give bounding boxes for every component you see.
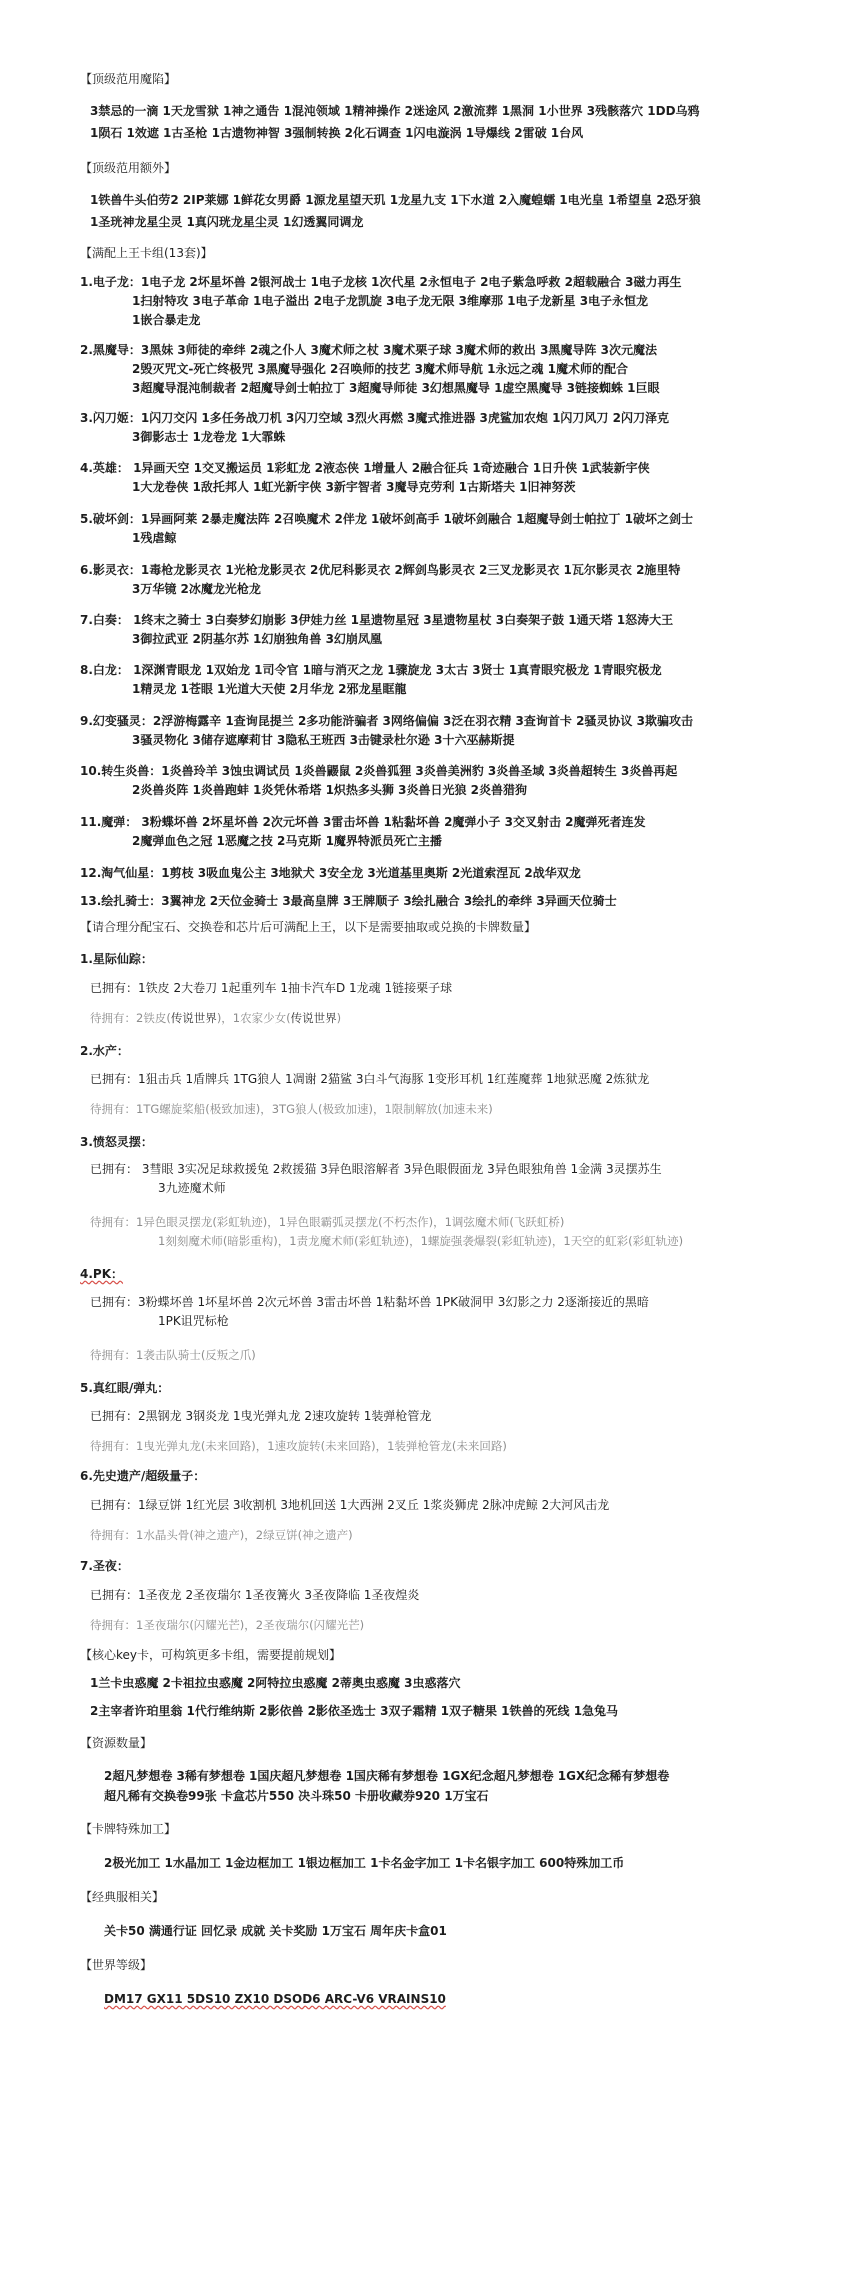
collection-3-title: 3.愤怒灵摆： — [80, 1135, 153, 1149]
collection-7-owned: 已拥有：1圣夜龙 2圣夜瑞尔 1圣夜篝火 3圣夜降临 1圣夜煌炎 — [90, 1588, 420, 1602]
deck-11-line-2: 2魔弹血色之冠 1恶魔之技 2马克斯 1魔界特派员死亡主播 — [132, 834, 442, 848]
deck-4-line-2: 1大龙卷侠 1敌托邦人 1虹光新宇侠 3新宇智者 3魔导克劳利 1古斯塔夫 1旧神努茨 — [132, 480, 576, 494]
deck-10-line-1: 10.转生炎兽：1炎兽玲羊 3蚀虫调试员 1炎兽鼹鼠 2炎兽狐狸 3炎兽美洲豹 3炎兽圣域 3炎兽超转生 3炎兽再起 — [80, 764, 678, 778]
collection-5-title: 5.真红眼/弹丸： — [80, 1381, 170, 1395]
section-title-world-level: 【世界等级】 — [80, 1958, 153, 1972]
deck-2-line-2: 2毁灭咒文-死亡终极咒 3黑魔导强化 2召唤师的技艺 3魔术师导航 1永远之魂 1魔术师的配合 — [132, 362, 628, 376]
collection-7-title: 7.圣夜： — [80, 1559, 129, 1573]
collection-4-pending: 待拥有：1袭击队骑士(反叛之爪) — [90, 1348, 256, 1362]
collection-6-owned: 已拥有：1绿豆饼 1红光层 3收割机 3地机回送 1大西洲 2叉丘 1浆炎狮虎 2脉冲虎鲸 2大河风击龙 — [90, 1498, 610, 1512]
deck-8-line-1: 8.白龙： 1深渊青眼龙 1双始龙 1司令官 1暗与消灭之龙 1骤旋龙 3太古 3贤士 1真青眼究极龙 1青眼究极龙 — [80, 663, 662, 677]
deck-5-line-2: 1残虐鲸 — [132, 531, 177, 545]
resources-line-2: 超凡稀有交换卷99张 卡盒芯片550 决斗珠50 卡册收藏券920 1万宝石 — [104, 1789, 489, 1803]
deck-1-line-3: 1嵌合暴走龙 — [132, 313, 201, 327]
collection-4-title: 4.PK： — [80, 1267, 124, 1281]
top-extra-line-1: 1铁兽牛头伯劳2 2IP莱娜 1鲜花女男爵 1源龙星望天玑 1龙星九支 1下水道 2入魔蝗蠕 1电光皇 1希望皇 2恐牙狼 — [90, 193, 701, 207]
section-title-acquire: 【请合理分配宝石、交换卷和芯片后可满配上王，以下是需要抽取或兑换的卡牌数量】 — [80, 920, 537, 934]
collection-1-pending — [90, 1009, 341, 1027]
key-cards-line-2: 2主宰者许珀里翁 1代行维纳斯 2影依兽 2影依圣选士 3双子霜精 1双子糖果 1铁兽的死线 1急兔马 — [90, 1704, 619, 1718]
top-extra-line-2: 1圣珖神龙星尘灵 1真闪珖龙星尘灵 1幻透翼同调龙 — [90, 215, 364, 229]
section-title-top-spells: 【顶级范用魔陷】 — [80, 72, 177, 86]
deck-11-line-1: 11.魔弹： 3粉蝶坏兽 2坏星坏兽 2次元坏兽 3雷击坏兽 1粘黏坏兽 2魔弹小子 3交叉射击 2魔弹死者连发 — [80, 815, 646, 829]
collection-2-pending: 待拥有：1TG螺旋桨船(极致加速)，3TG狼人(极致加速)，1限制解放(加速未来) — [90, 1102, 493, 1116]
collection-1-pending-part: ) — [336, 1011, 342, 1025]
resources-line-1: 2超凡梦想卷 3稀有梦想卷 1国庆超凡梦想卷 1国庆稀有梦想卷 1GX纪念超凡梦想卷 1GX纪念稀有梦想卷 — [104, 1769, 670, 1783]
collection-3-pending-2: 1刻刻魔术师(暗影重构)，1责龙魔术师(彩虹轨迹)，1螺旋强袭爆裂(彩虹轨迹)，1天空的虹彩(彩虹轨迹) — [158, 1234, 684, 1248]
collection-2-title: 2.水产： — [80, 1044, 129, 1058]
deck-6-line-2: 3万华镜 2冰魔龙光枪龙 — [132, 582, 261, 596]
section-title-decks: 【满配上王卡组(13套)】 — [80, 246, 213, 260]
deck-7-line-1: 7.白奏： 1终末之骑士 3白奏梦幻崩影 3伊娃力丝 1星遗物星冠 3星遗物星杖 3白奏架子鼓 1通天塔 1怒涛大王 — [80, 613, 674, 627]
section-title-top-extra: 【顶级范用额外】 — [80, 161, 177, 175]
deck-9-line-1: 9.幻变骚灵：2浮游梅露辛 1查询昆提兰 2多功能浒骗者 3网络偏偏 3泛在羽衣精 3查询首卡 2骚灵协议 3欺骗攻击 — [80, 714, 693, 728]
deck-4-line-1: 4.英雄： 1异画天空 1交叉搬运员 1彩虹龙 2液态侠 1增量人 2融合征兵 1奇迹融合 1日升侠 1武装新宇侠 — [80, 461, 650, 475]
collection-3-pending-1: 待拥有：1异色眼灵摆龙(彩虹轨迹)，1异色眼霸弧灵摆龙(不朽杰作)，1调弦魔术师(飞跃虹桥) — [90, 1215, 565, 1229]
collection-1-pending-part: )，1农家少女( — [216, 1011, 291, 1025]
deck-5-line-1: 5.破坏剑：1异画阿莱 2暴走魔法阵 2召唤魔术 2伴龙 1破坏剑高手 1破坏剑融合 1超魔导剑士帕拉丁 1破坏之剑士 — [80, 512, 693, 526]
collection-5-pending: 待拥有：1曳光弹丸龙(未来回路)，1速攻旋转(未来回路)，1装弹枪管龙(未来回路) — [90, 1439, 507, 1453]
section-title-key-cards: 【核心key卡，可构筑更多卡组，需要提前规划】 — [80, 1648, 342, 1662]
deck-2-line-3: 3超魔导混沌制裁者 2超魔导剑士帕拉丁 3超魔导师徒 3幻想黑魔导 1虚空黑魔导 3链接蜘蛛 1巨眼 — [132, 381, 660, 395]
special-processing-line: 2极光加工 1水晶加工 1金边框加工 1银边框加工 1卡名金字加工 1卡名银字加工 600特殊加工币 — [104, 1856, 625, 1870]
deck-2-line-1: 2.黑魔导：3黑妹 3师徒的牵绊 2魂之仆人 3魔术师之杖 3魔术栗子球 3魔术师的救出 3黑魔导阵 3次元魔法 — [80, 343, 657, 357]
collection-3-owned-1: 已拥有： 3彗眼 3实况足球救援兔 2救援猫 3异色眼溶解者 3异色眼假面龙 3异色眼独角兽 1金满 3灵摆苏生 — [90, 1162, 662, 1176]
top-spells-line-2: 1陨石 1效遮 1古圣枪 1古遗物神智 3强制转换 2化石调查 1闪电漩涡 1导爆线 2雷破 1台风 — [90, 126, 584, 140]
collection-1-owned: 已拥有：1铁皮 2大卷刀 1起重列车 1抽卡汽车D 1龙魂 1链接栗子球 — [90, 981, 453, 995]
collection-1-pending-source: 传说世界 — [290, 1011, 337, 1025]
collection-4-owned-2: 1PK诅咒标枪 — [158, 1314, 229, 1328]
deck-12-line: 12.淘气仙星：1剪枝 3吸血鬼公主 3地狱犬 3安全龙 3光道基里奥斯 2光道索涅瓦 2战华双龙 — [80, 866, 581, 880]
key-cards-line-1: 1兰卡虫惑魔 2卡祖拉虫惑魔 2阿特拉虫惑魔 2蒂奥虫惑魔 3虫惑落穴 — [90, 1676, 461, 1690]
collection-7-pending: 待拥有：1圣夜瑞尔(闪耀光芒)，2圣夜瑞尔(闪耀光芒) — [90, 1618, 365, 1632]
section-title-special-processing: 【卡牌特殊加工】 — [80, 1822, 177, 1836]
collection-3-owned-2: 3九迹魔术师 — [158, 1181, 226, 1195]
section-title-classic-server: 【经典服相关】 — [80, 1890, 165, 1904]
collection-1-pending-part: 待拥有：2铁皮( — [90, 1011, 171, 1025]
deck-1-line-1: 1.电子龙：1电子龙 2坏星坏兽 2银河战士 1电子龙核 1次代星 2永恒电子 2电子紫急呼救 2超载融合 3磁力再生 — [80, 275, 682, 289]
world-level-line: DM17 GX11 5DS10 ZX10 DSOD6 ARC-V6 VRAINS10 — [104, 1992, 446, 2006]
deck-10-line-2: 2炎兽炎阵 1炎兽跑蚌 1炎凭休希塔 1炽热多头狮 3炎兽日光狼 2炎兽猎狗 — [132, 783, 527, 797]
deck-3-line-2: 3御影志士 1龙卷龙 1大霏蛛 — [132, 430, 286, 444]
collection-2-owned: 已拥有：1狙击兵 1盾牌兵 1TG狼人 1凋谢 2猫鲨 3白斗气海豚 1变形耳机 1红莲魔葬 1地狱恶魔 2炼狱龙 — [90, 1072, 650, 1086]
deck-13-line: 13.绘扎骑士：3翼神龙 2天位金骑士 3最高皇牌 3王牌顺子 3绘扎融合 3绘扎的牵绊 3异画天位骑士 — [80, 894, 617, 908]
deck-6-line-1: 6.影灵衣：1毒枪龙影灵衣 1光枪龙影灵衣 2优尼科影灵衣 2辉剑鸟影灵衣 2三叉龙影灵衣 1瓦尔影灵衣 2施里特 — [80, 563, 681, 577]
collection-6-title: 6.先史遗产/超级量子： — [80, 1469, 206, 1483]
deck-8-line-2: 1精灵龙 1苍眼 1光道大天使 2月华龙 2邪龙星眶龍 — [132, 682, 407, 696]
classic-server-line: 关卡50 满通行证 回忆录 成就 关卡奖励 1万宝石 周年庆卡盒01 — [104, 1924, 447, 1938]
collection-1-title: 1.星际仙踪： — [80, 952, 153, 966]
deck-7-line-2: 3御拉武亚 2阴基尔苏 1幻崩独角兽 3幻崩凤凰 — [132, 632, 382, 646]
collection-6-pending: 待拥有：1水晶头骨(神之遗产)，2绿豆饼(神之遗产) — [90, 1528, 353, 1542]
top-spells-line-1: 3禁忌的一滴 1天龙雪狱 1神之通告 1混沌领域 1精神操作 2迷途风 2激流葬 1黑洞 1小世界 3残骸落穴 1DD乌鸦 — [90, 104, 700, 118]
deck-9-line-2: 3骚灵物化 3储存遮摩莉甘 3隐私王班西 3击键录杜尔逊 3十六巫赫斯提 — [132, 733, 515, 747]
collection-5-owned: 已拥有：2黑钢龙 3钢炎龙 1曳光弹丸龙 2速攻旋转 1装弹枪管龙 — [90, 1409, 432, 1423]
collection-4-owned-1: 已拥有：3粉蝶坏兽 1坏星坏兽 2次元坏兽 3雷击坏兽 1粘黏坏兽 1PK破洞甲 3幻影之力 2逐渐接近的黑暗 — [90, 1295, 649, 1309]
deck-3-line-1: 3.闪刀姬：1闪刀交闪 1多任务战刀机 3闪刀空域 3烈火再燃 3魔式推进器 3虎鲨加农炮 1闪刀风刀 2闪刀泽克 — [80, 411, 669, 425]
deck-1-line-2: 1扫射特攻 3电子革命 1电子溢出 2电子龙凯旋 3电子龙无限 3维摩那 1电子龙新星 3电子永恒龙 — [132, 294, 649, 308]
section-title-resources: 【资源数量】 — [80, 1736, 153, 1750]
collection-1-pending-source: 传说世界 — [170, 1011, 217, 1025]
